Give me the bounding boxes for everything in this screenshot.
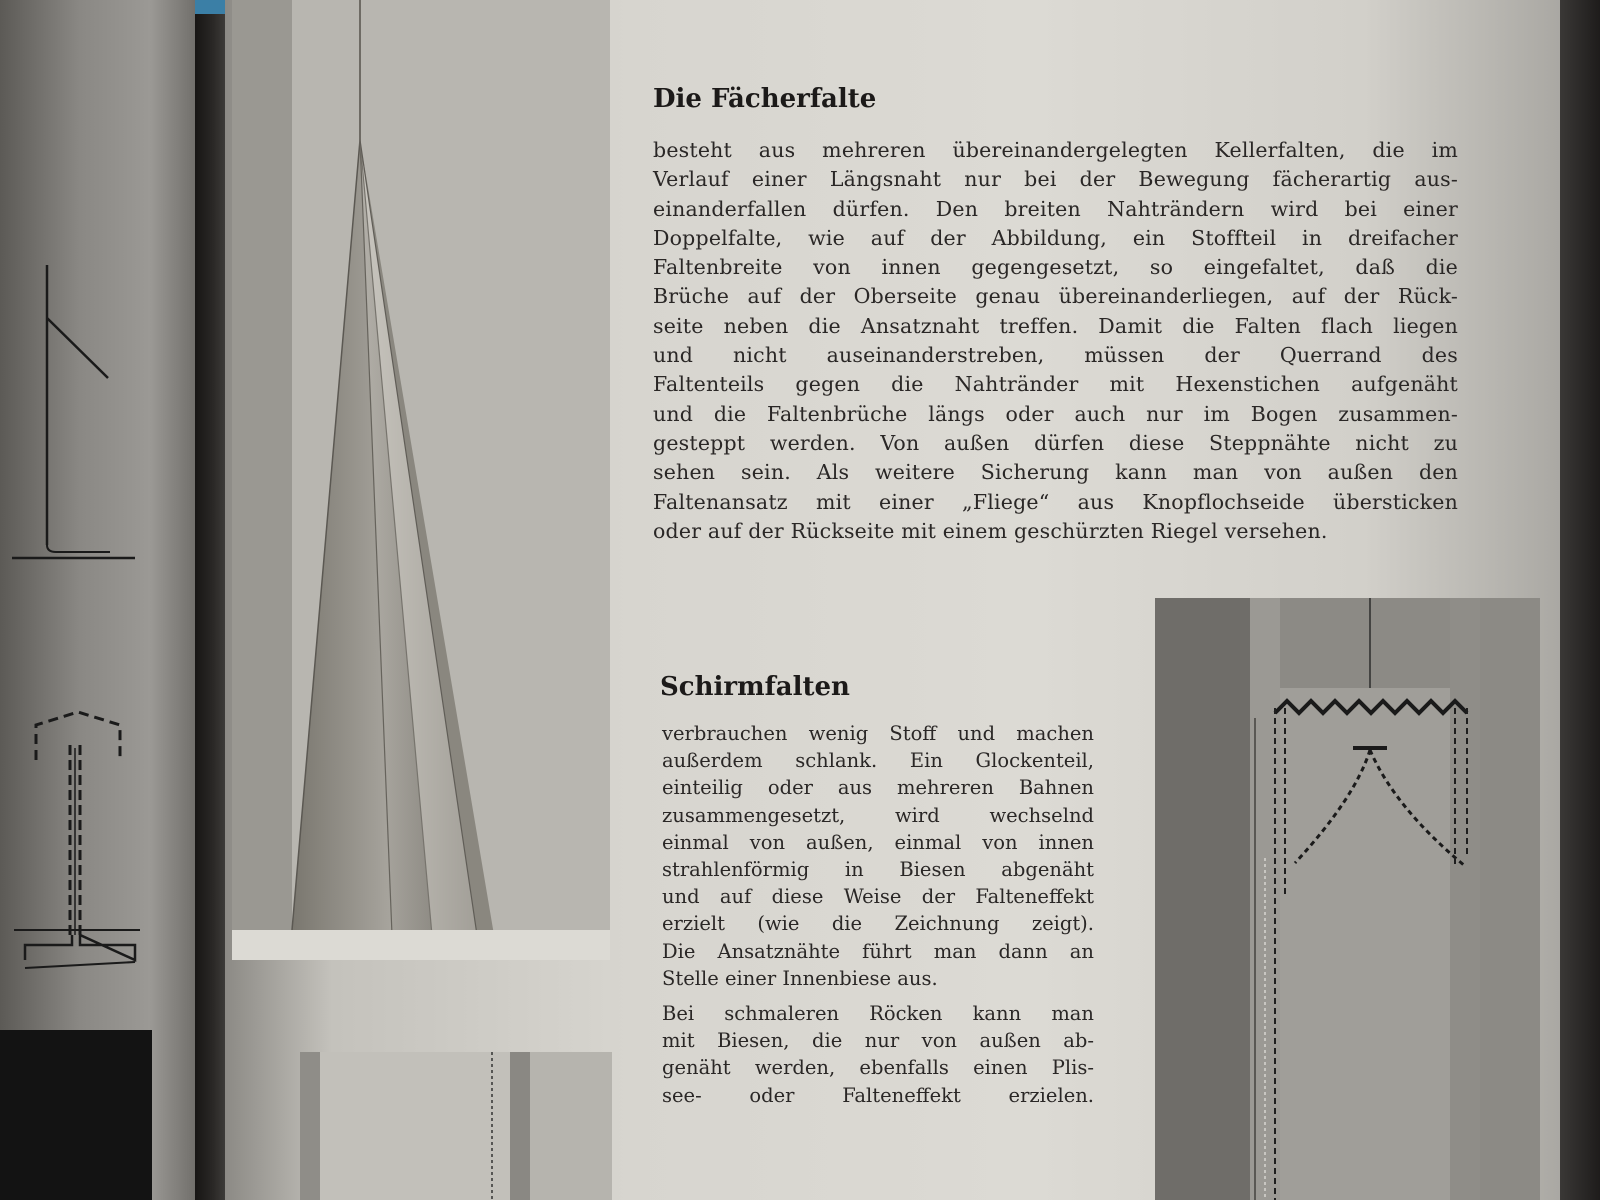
text-line: genäht werden, ebenfalls einen Plis-: [662, 1056, 1094, 1080]
pinned-pleat-photo-icon: [1155, 598, 1540, 1200]
seam-photo-icon: [300, 1052, 612, 1200]
text-line: und die Faltenbrüche längs oder auch nur im Bogen zusammen-: [653, 401, 1458, 426]
text-line: Faltenteils gegen die Nahtränder mit Hexenstichen aufgenäht: [653, 372, 1458, 397]
text-line: gesteppt werden. Von außen dürfen diese Steppnähte nicht zu: [653, 430, 1458, 455]
text-line: Doppelfalte, wie auf der Abbildung, ein Stoffteil in dreifacher: [653, 225, 1458, 250]
schirmfalten-paragraph-1: [662, 720, 1094, 992]
text-line: oder auf der Rückseite mit einem geschürzten Riegel versehen.: [653, 518, 1328, 543]
text-line: Bei schmaleren Röcken kann man: [662, 1002, 1094, 1025]
fan-pleat-photo-icon: [232, 0, 610, 960]
text-line: einteilig oder aus mehreren Bahnen: [662, 776, 1094, 800]
heading-faecherfalte: Die Fächerfalte: [653, 84, 877, 114]
seam-photo: [300, 1052, 612, 1200]
faecherfalte-paragraph: [653, 136, 1458, 546]
text-line: besteht aus mehreren übereinandergelegten Kellerfalten, die im: [653, 138, 1458, 162]
text-line: see- oder Falteneffekt erzielen.: [662, 1083, 1094, 1107]
text-line: verbrauchen wenig Stoff und machen: [662, 722, 1094, 745]
text-line: einmal von außen, einmal von innen: [662, 830, 1094, 854]
dark-figure-block: [0, 1030, 152, 1200]
text-line: sehen sein. Als weitere Sicherung kann man von außen den: [653, 460, 1458, 485]
fold-diagram-icon: [0, 0, 200, 1200]
text-line: Faltenansatz mit einer „Fliege“ aus Knopflochseide übersticken: [653, 489, 1458, 514]
pinned-pleat-photo: [1155, 598, 1540, 1200]
bookmark-tab: [195, 0, 225, 14]
text-line: Verlauf einer Längsnaht nur bei der Bewegung fächerartig aus-: [653, 167, 1458, 192]
text-line: außerdem schlank. Ein Glockenteil,: [662, 749, 1094, 773]
text-line: und auf diese Weise der Falteneffekt: [662, 885, 1094, 909]
heading-schirmfalten: Schirmfalten: [660, 672, 850, 702]
schirmfalten-paragraph-2: [662, 1000, 1094, 1109]
text-line: einanderfallen dürfen. Den breiten Nahträndern wird bei einer: [653, 196, 1458, 221]
text-line: zusammengesetzt, wird wechselnd: [662, 803, 1094, 827]
text-line: Stelle einer Innenbiese aus.: [662, 966, 938, 990]
text-line: Brüche auf der Oberseite genau übereinanderliegen, auf der Rück-: [653, 284, 1458, 309]
fan-pleat-photo: [232, 0, 610, 960]
left-facing-page: [0, 0, 200, 1200]
text-line: mit Biesen, die nur von außen ab-: [662, 1029, 1094, 1053]
text-line: Faltenbreite von innen gegengesetzt, so eingefaltet, daß die: [653, 255, 1458, 280]
text-line: seite neben die Ansatznaht treffen. Damit die Falten flach liegen: [653, 313, 1458, 338]
page-edge: [1560, 0, 1600, 1200]
text-line: Die Ansatznähte führt man dann an: [662, 939, 1094, 963]
text-line: strahlenförmig in Biesen abgenäht: [662, 858, 1094, 882]
text-line: erzielt (wie die Zeichnung zeigt).: [662, 912, 1094, 936]
text-line: und nicht auseinanderstreben, müssen der Querrand des: [653, 343, 1458, 368]
